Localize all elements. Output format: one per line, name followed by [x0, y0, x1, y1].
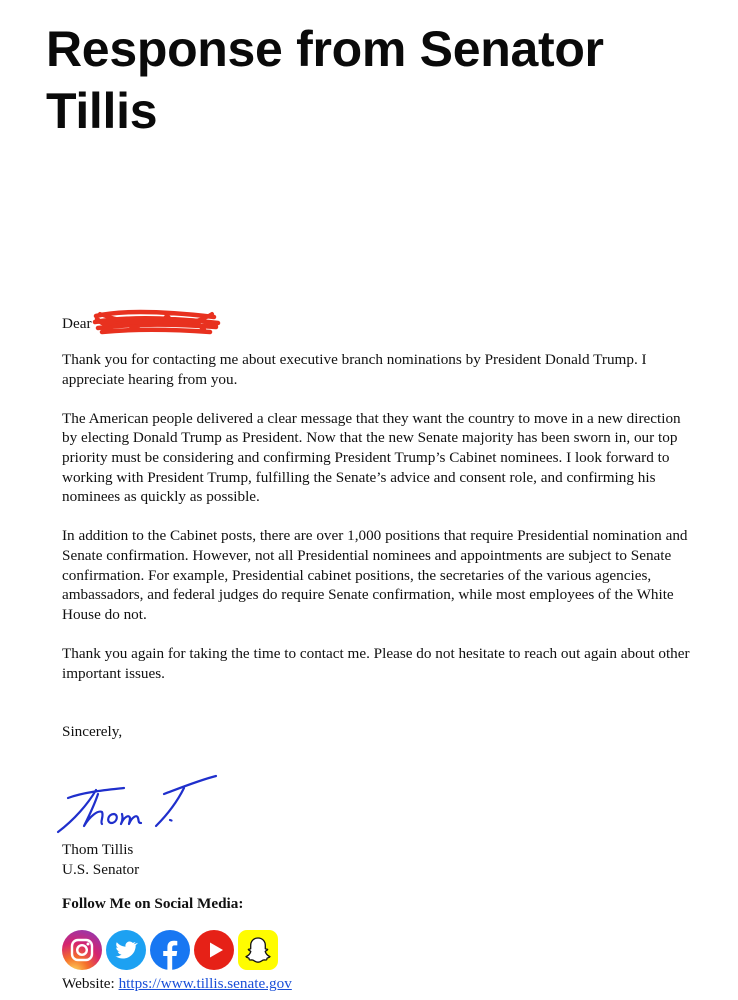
snapchat-icon[interactable]	[237, 929, 279, 971]
letter-paragraph: The American people delivered a clear message that they want the country to move in a new direction by electing Donald Trump as President. Now that the new Senate majority has been sworn in, our top priority must be considering and confirming President Trump’s Cabinet nominees. I look forward to working with President Trump, fulfilling the Senate’s advice and consent role, and confirming his nominees as quickly as possible.	[62, 409, 681, 506]
website-link[interactable]: https://www.tillis.senate.gov	[118, 975, 292, 992]
website-line	[62, 975, 292, 993]
facebook-icon[interactable]	[149, 929, 191, 971]
signer-name: Thom Tillis	[62, 841, 134, 858]
social-heading: Follow Me on Social Media:	[62, 895, 244, 912]
letter-body	[62, 314, 692, 742]
letter-paragraph: In addition to the Cabinet posts, there are over 1,000 positions that require Presidential nomination and Senate confirmation. However, not all Presidential nominees and appointments are subject to Senate confirmation. For example, Presidential cabinet positions, the secretaries of the various agencies, ambassadors, and federal judges do require Senate confirmation, while most employees of the White House do not.	[62, 527, 688, 623]
instagram-icon[interactable]	[61, 929, 103, 971]
twitter-icon[interactable]	[105, 929, 147, 971]
signer-block	[62, 840, 139, 880]
signature-image	[54, 774, 222, 836]
redaction-scribble	[92, 308, 222, 336]
social-icons	[61, 929, 279, 971]
letter-paragraph: Thank you for contacting me about executive branch nominations by President Donald Trump. I appreciate hearing from you.	[62, 351, 647, 388]
letter-paragraph: Thank you again for taking the time to contact me. Please do not hesitate to reach out again about other important issues.	[62, 644, 690, 682]
signer-title: U.S. Senator	[62, 861, 140, 878]
salutation-text: Dear	[62, 315, 92, 332]
closing: Sincerely,	[62, 723, 123, 741]
youtube-icon[interactable]	[193, 929, 235, 971]
salutation	[62, 314, 692, 334]
website-label: Website:	[62, 975, 115, 992]
page-title: Response from Senator Tillis	[46, 21, 604, 139]
